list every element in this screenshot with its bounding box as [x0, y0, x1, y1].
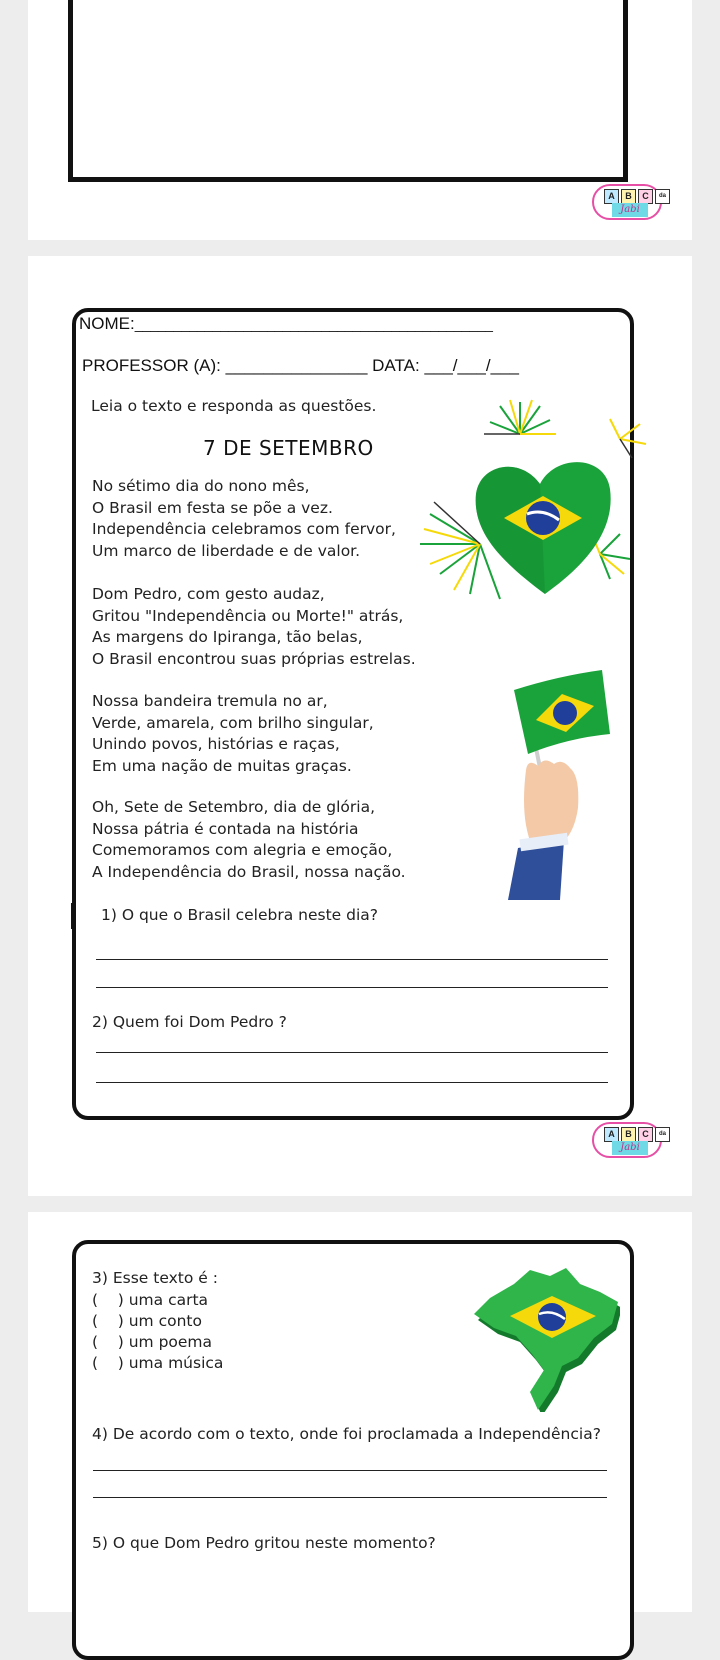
worksheet-page-1 — [28, 0, 692, 240]
drawing-box — [68, 0, 628, 182]
option-poema[interactable]: ( ) um poema — [92, 1333, 213, 1351]
poem-line: Dom Pedro, com gesto audaz, — [92, 585, 325, 603]
poem-line: No sétimo dia do nono mês, — [92, 477, 310, 495]
nome-blank: ______________________________________________ — [134, 316, 493, 332]
data-blank: ___/___/___ — [424, 356, 519, 375]
poem-line: Oh, Sete de Setembro, dia de glória, — [92, 798, 375, 816]
heart-flag-fireworks-icon — [410, 394, 650, 610]
worksheet-page-2 — [28, 256, 692, 1196]
data-label: DATA: — [372, 356, 420, 375]
professor-label: PROFESSOR (A): — [82, 356, 221, 375]
abc-jabi-logo — [592, 184, 666, 220]
poem-line: A Independência do Brasil, nossa nação. — [92, 862, 406, 881]
margin-mark — [71, 903, 74, 929]
logo-tile: A — [604, 1127, 619, 1142]
poem-title: 7 DE SETEMBRO — [203, 436, 374, 460]
poem-line: As margens do Ipiranga, tão belas, — [92, 628, 363, 646]
question-2: 2) Quem foi Dom Pedro ? — [92, 1013, 287, 1031]
poem-line: Independência celebramos com fervor, — [92, 520, 396, 538]
brazil-map-flag-icon — [470, 1262, 620, 1412]
poem-line: Nossa pátria é contada na história — [92, 819, 359, 838]
question-5: 5) O que Dom Pedro gritou neste momento? — [92, 1534, 436, 1552]
logo-tile: A — [604, 189, 619, 204]
option-musica[interactable]: ( ) uma música — [92, 1354, 224, 1372]
answer-line[interactable] — [93, 1470, 607, 1471]
poem-line: Um marco de liberdade e de valor. — [92, 541, 361, 560]
option-conto[interactable]: ( ) um conto — [92, 1312, 202, 1330]
professor-blank: _______________ — [225, 356, 368, 375]
question-4: 4) De acordo com o texto, onde foi proclamada a Independência? — [92, 1425, 601, 1443]
poem-line: Comemoramos com alegria e emoção, — [92, 841, 393, 859]
poem-stanza-2 — [92, 584, 416, 670]
logo-script: Jabi — [612, 1141, 648, 1155]
logo-tile: C — [638, 189, 653, 204]
poem-line: O Brasil encontrou suas próprias estrelas. — [92, 649, 416, 668]
poem-line: O Brasil em festa se põe a vez. — [92, 498, 333, 517]
logo-tile: da — [655, 1127, 670, 1142]
abc-jabi-logo — [592, 1122, 666, 1158]
answer-line[interactable] — [96, 1082, 608, 1083]
instruction-text: Leia o texto e responda as questões. — [91, 397, 377, 415]
poem-stanza-1 — [92, 476, 396, 562]
hand-holding-flag-icon — [508, 668, 632, 918]
poem-stanza-3 — [92, 691, 374, 777]
worksheet-page-3 — [28, 1212, 692, 1612]
poem-stanza-4 — [92, 797, 406, 883]
logo-tile: B — [621, 189, 636, 204]
logo-tile: B — [621, 1127, 636, 1142]
answer-line[interactable] — [96, 1052, 608, 1053]
answer-line[interactable] — [96, 959, 608, 960]
nome-field — [79, 314, 493, 334]
question-1: 1) O que o Brasil celebra neste dia? — [101, 906, 379, 924]
professor-field — [82, 356, 519, 376]
logo-script: Jabi — [612, 203, 648, 217]
poem-line: Em uma nação de muitas graças. — [92, 756, 352, 775]
logo-tile: da — [655, 189, 670, 204]
answer-line[interactable] — [93, 1497, 607, 1498]
logo-tile: C — [638, 1127, 653, 1142]
poem-line: Gritou "Independência ou Morte!" atrás, — [92, 606, 404, 625]
poem-line: Unindo povos, histórias e raças, — [92, 735, 340, 753]
answer-line[interactable] — [96, 987, 608, 988]
poem-line: Verde, amarela, com brilho singular, — [92, 713, 374, 732]
question-3: 3) Esse texto é : — [92, 1269, 218, 1287]
option-carta[interactable]: ( ) uma carta — [92, 1291, 209, 1309]
poem-line: Nossa bandeira tremula no ar, — [92, 692, 328, 710]
nome-label: NOME: — [79, 314, 135, 333]
